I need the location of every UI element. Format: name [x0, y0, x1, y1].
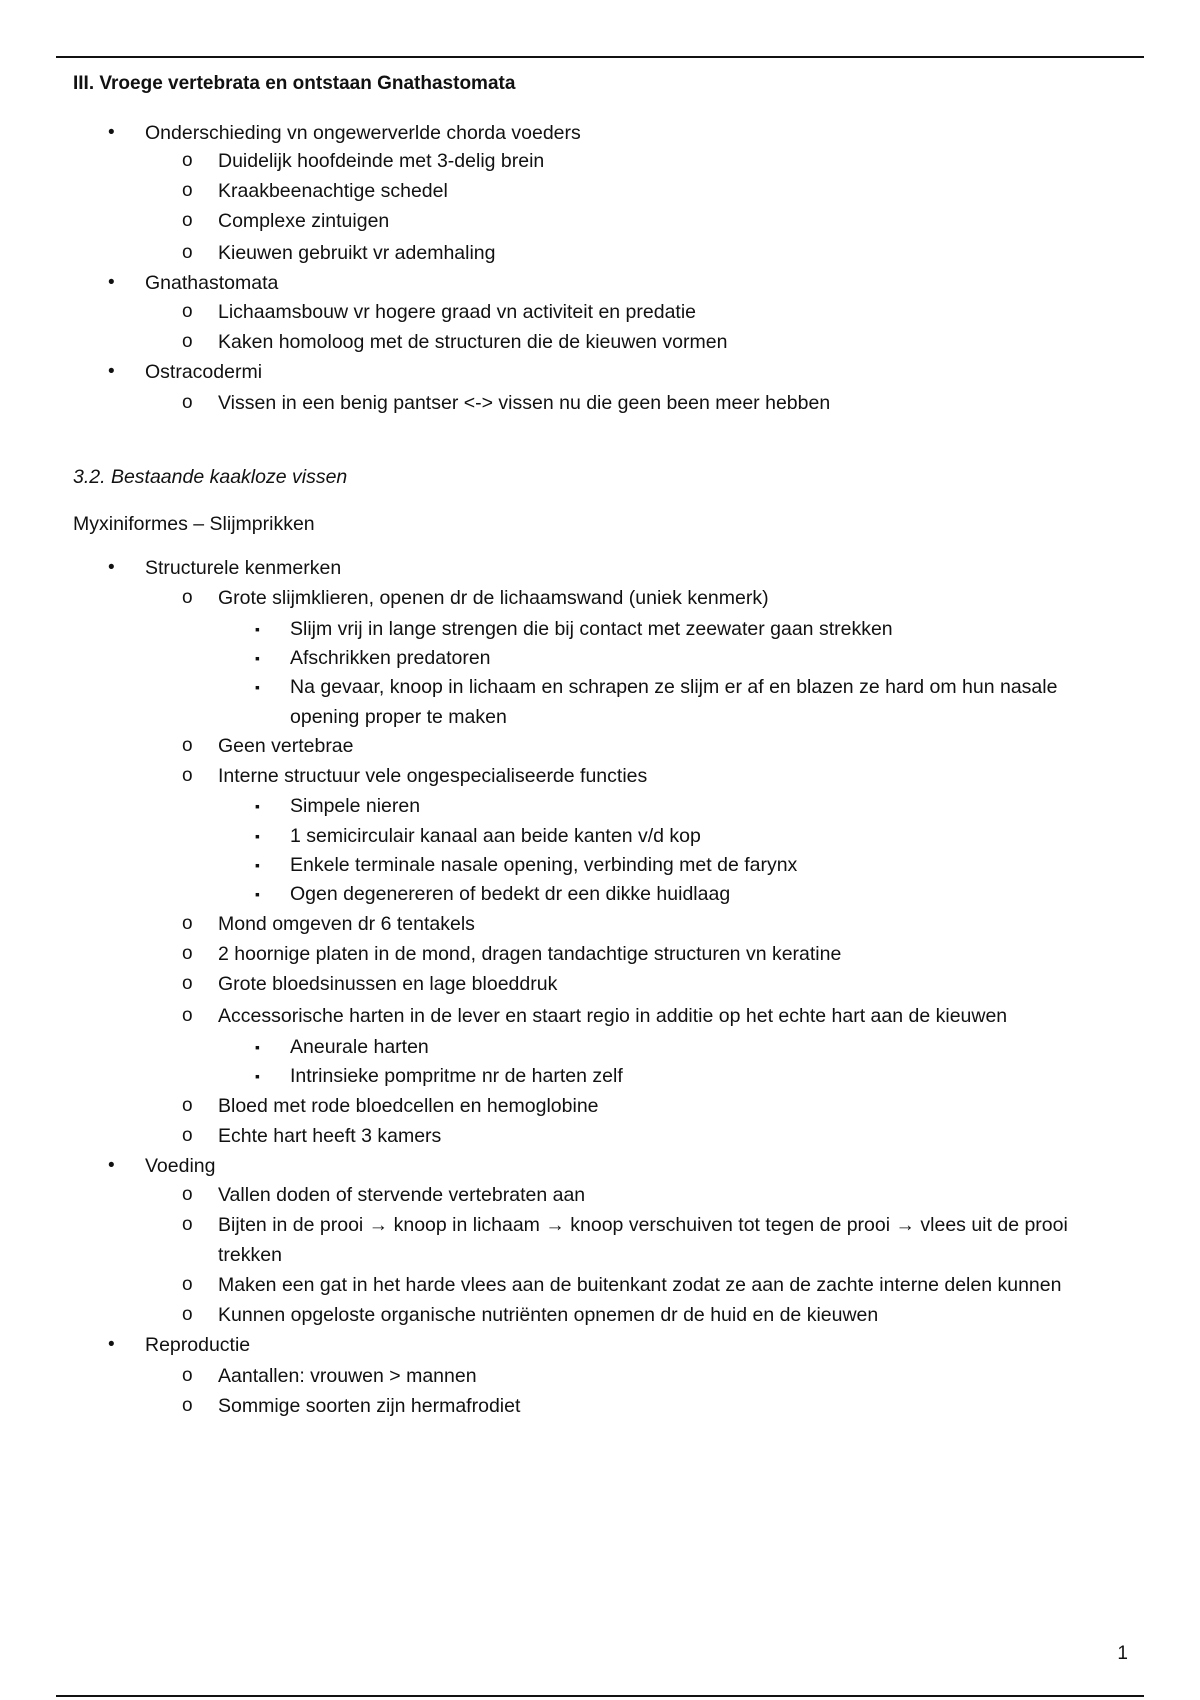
- list-item: Echte hart heeft 3 kamers: [218, 1125, 442, 1147]
- list-item: Onderschieding vn ongewerverlde chorda voeders: [145, 122, 581, 144]
- bullet-marker: o: [182, 301, 193, 322]
- list-item: Grote bloedsinussen en lage bloeddruk: [218, 973, 558, 995]
- bullet-marker: o: [182, 242, 193, 263]
- page-number: 1: [1117, 1643, 1128, 1664]
- list-item: Slijm vrij in lange strengen die bij contact met zeewater gaan strekken: [290, 618, 893, 640]
- list-item: Kraakbeenachtige schedel: [218, 180, 448, 202]
- list-item: Mond omgeven dr 6 tentakels: [218, 913, 475, 935]
- bullet-marker: o: [182, 913, 193, 934]
- bullet-marker: o: [182, 1005, 193, 1026]
- bullet-marker: o: [182, 1365, 193, 1386]
- page-heading: III. Vroege vertebrata en ontstaan Gnathastomata: [73, 73, 516, 94]
- list-item: 1 semicirculair kanaal aan beide kanten v/d kop: [290, 825, 701, 847]
- bullet-marker: o: [182, 210, 193, 231]
- top-rule: [56, 56, 1144, 58]
- list-item: Complexe zintuigen: [218, 210, 390, 232]
- bullet-marker: ▪: [255, 679, 260, 695]
- list-item: Enkele terminale nasale opening, verbinding met de farynx: [290, 854, 798, 876]
- list-item: Accessorische harten in de lever en staart regio in additie op het echte hart aan de kieuwen: [218, 1005, 1008, 1027]
- list-item: Structurele kenmerken: [145, 557, 342, 579]
- bullet-marker: ▪: [255, 798, 260, 814]
- list-item: Aantallen: vrouwen > mannen: [218, 1365, 477, 1387]
- bottom-rule: [56, 1695, 1144, 1697]
- list-item: Afschrikken predatoren: [290, 647, 491, 669]
- bullet-marker: o: [182, 392, 193, 413]
- list-item: Vallen doden of stervende vertebraten aan: [218, 1184, 586, 1206]
- list-item-continuation: opening proper te maken: [290, 706, 507, 728]
- list-item: 2 hoornige platen in de mond, dragen tandachtige structuren vn keratine: [218, 943, 842, 965]
- bullet-marker: o: [182, 765, 193, 786]
- list-item: Ogen degenereren of bedekt dr een dikke huidlaag: [290, 883, 731, 905]
- bullet-marker: ▪: [255, 886, 260, 902]
- list-item: Voeding: [145, 1155, 216, 1177]
- list-item: Lichaamsbouw vr hogere graad vn activiteit en predatie: [218, 301, 697, 323]
- list-item: Kieuwen gebruikt vr ademhaling: [218, 242, 496, 264]
- bullet-marker: o: [182, 1304, 193, 1325]
- list-item: Simpele nieren: [290, 795, 421, 817]
- bullet-marker: o: [182, 735, 193, 756]
- list-item: Bijten in de prooi → knoop in lichaam → knoop verschuiven tot tegen de prooi → vlees uit de prooi: [218, 1214, 1068, 1236]
- list-item: Intrinsieke pompritme nr de harten zelf: [290, 1065, 623, 1087]
- bullet-marker: o: [182, 1184, 193, 1205]
- list-item: Aneurale harten: [290, 1036, 429, 1058]
- list-item: Kunnen opgeloste organische nutriënten opnemen dr de huid en de kieuwen: [218, 1304, 879, 1326]
- bullet-marker: •: [108, 1155, 115, 1176]
- list-item: Reproductie: [145, 1334, 251, 1356]
- bullet-marker: o: [182, 1274, 193, 1295]
- list-item: Vissen in een benig pantser <-> vissen nu die geen been meer hebben: [218, 392, 831, 414]
- bullet-marker: o: [182, 150, 193, 171]
- bullet-marker: •: [108, 122, 115, 143]
- bullet-marker: o: [182, 331, 193, 352]
- list-item: Maken een gat in het harde vlees aan de buitenkant zodat ze aan de zachte interne delen kunnen: [218, 1274, 1062, 1296]
- bullet-marker: o: [182, 587, 193, 608]
- list-item: Grote slijmklieren, openen dr de lichaamswand (uniek kenmerk): [218, 587, 769, 609]
- bullet-marker: ▪: [255, 828, 260, 844]
- bullet-marker: •: [108, 272, 115, 293]
- bullet-marker: o: [182, 1095, 193, 1116]
- bullet-marker: o: [182, 973, 193, 994]
- bullet-marker: •: [108, 361, 115, 382]
- bullet-marker: o: [182, 1395, 193, 1416]
- list-item-continuation: trekken: [218, 1244, 282, 1266]
- bullet-marker: o: [182, 180, 193, 201]
- bullet-marker: o: [182, 1214, 193, 1235]
- bullet-marker: ▪: [255, 1039, 260, 1055]
- list-item: Kaken homoloog met de structuren die de kieuwen vormen: [218, 331, 728, 353]
- list-item: Na gevaar, knoop in lichaam en schrapen ze slijm er af en blazen ze hard om hun nasale: [290, 676, 1058, 698]
- list-item: Geen vertebrae: [218, 735, 354, 757]
- list-item: Sommige soorten zijn hermafrodiet: [218, 1395, 521, 1417]
- bullet-marker: o: [182, 1125, 193, 1146]
- bullet-marker: ▪: [255, 857, 260, 873]
- list-item: Duidelijk hoofdeinde met 3-delig brein: [218, 150, 545, 172]
- bullet-marker: ▪: [255, 621, 260, 637]
- list-item: Gnathastomata: [145, 272, 279, 294]
- bullet-marker: o: [182, 943, 193, 964]
- section-title: 3.2. Bestaande kaakloze vissen: [73, 466, 348, 488]
- bullet-marker: •: [108, 1334, 115, 1355]
- list-item: Interne structuur vele ongespecialiseerde functies: [218, 765, 648, 787]
- list-item: Bloed met rode bloedcellen en hemoglobine: [218, 1095, 599, 1117]
- subsection-title: Myxiniformes – Slijmprikken: [73, 513, 315, 535]
- bullet-marker: ▪: [255, 650, 260, 666]
- bullet-marker: ▪: [255, 1068, 260, 1084]
- list-item: Ostracodermi: [145, 361, 263, 383]
- bullet-marker: •: [108, 557, 115, 578]
